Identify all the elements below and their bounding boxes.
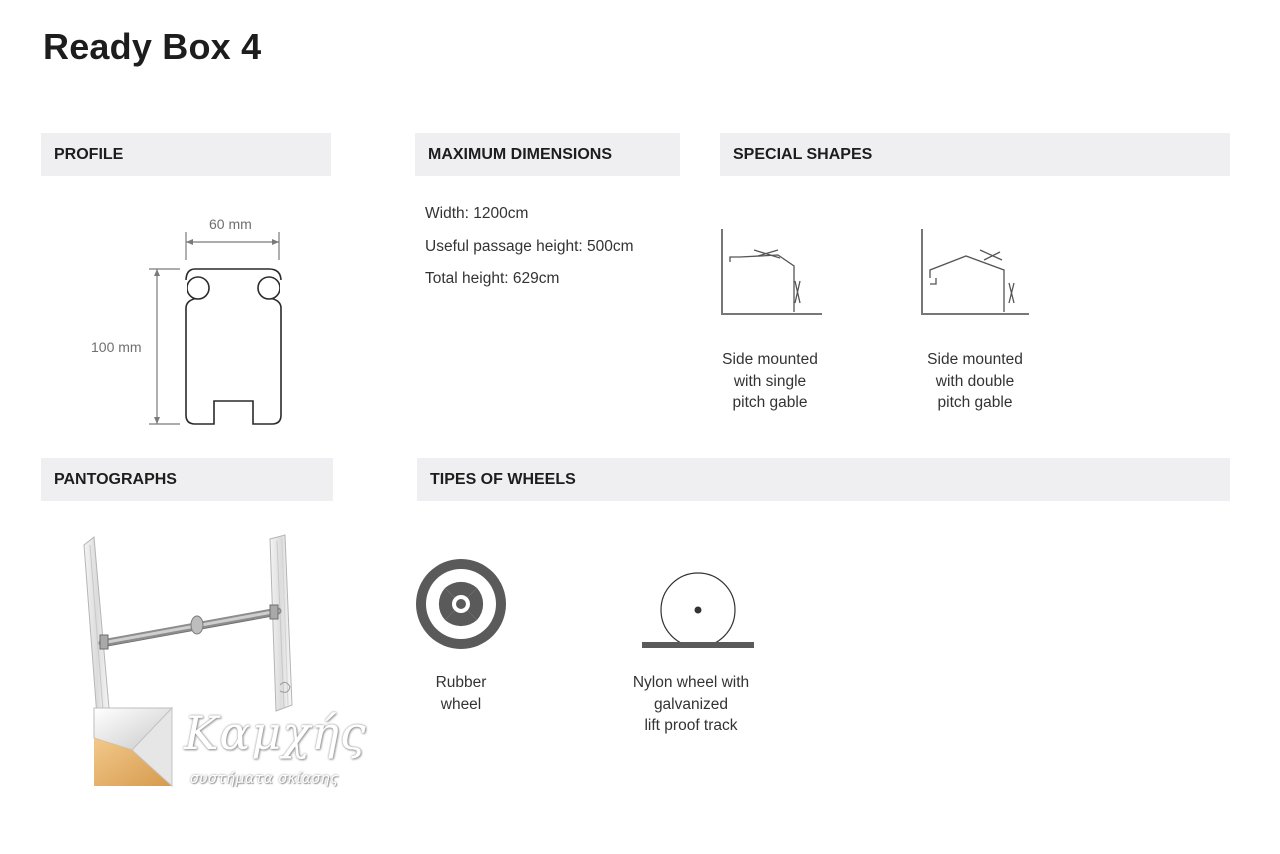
section-header-profile: PROFILE	[41, 133, 331, 176]
section-header-wheels: TIPES OF WHEELS	[417, 458, 1230, 501]
brand-logo-icon	[88, 706, 178, 788]
double-pitch-caption	[905, 349, 1045, 414]
brand-name: Καμχής	[184, 706, 367, 760]
caption-line: with single	[733, 372, 807, 390]
nylon-wheel-icon	[640, 570, 756, 650]
single-pitch-gable-icon	[718, 226, 828, 321]
caption-line: Side mounted	[722, 351, 818, 368]
caption-line: with double	[935, 372, 1015, 390]
single-pitch-caption	[700, 349, 840, 414]
caption-line: Side mounted	[927, 351, 1023, 368]
double-pitch-gable-icon	[918, 226, 1033, 321]
page-title: Ready Box 4	[43, 26, 262, 67]
rubber-wheel-caption	[411, 672, 511, 715]
caption-line: wheel	[440, 695, 482, 713]
dimension-total-height: Total height: 629cm	[425, 270, 560, 287]
caption-line: lift proof track	[644, 717, 738, 734]
profile-width-label: 60 mm	[209, 216, 252, 232]
brand-tagline: συστήματα σκίασης	[190, 771, 339, 787]
caption-line: Nylon wheel with	[632, 674, 750, 691]
dimension-width: Width: 1200cm	[425, 205, 529, 222]
rubber-wheel-icon	[415, 558, 507, 650]
section-header-dimensions: MAXIMUM DIMENSIONS	[415, 133, 680, 176]
dimension-passage-height: Useful passage height: 500cm	[425, 238, 634, 255]
caption-line: galvanized	[653, 695, 729, 713]
profile-drawing	[85, 212, 285, 432]
pantograph-illustration	[80, 535, 300, 735]
nylon-wheel-caption	[606, 672, 776, 737]
caption-line: Rubber	[435, 674, 487, 691]
section-header-shapes: SPECIAL SHAPES	[720, 133, 1230, 176]
caption-line: pitch gable	[937, 394, 1013, 411]
caption-line: pitch gable	[732, 394, 808, 411]
section-header-pantographs: PANTOGRAPHS	[41, 458, 333, 501]
profile-height-label: 100 mm	[91, 339, 142, 355]
